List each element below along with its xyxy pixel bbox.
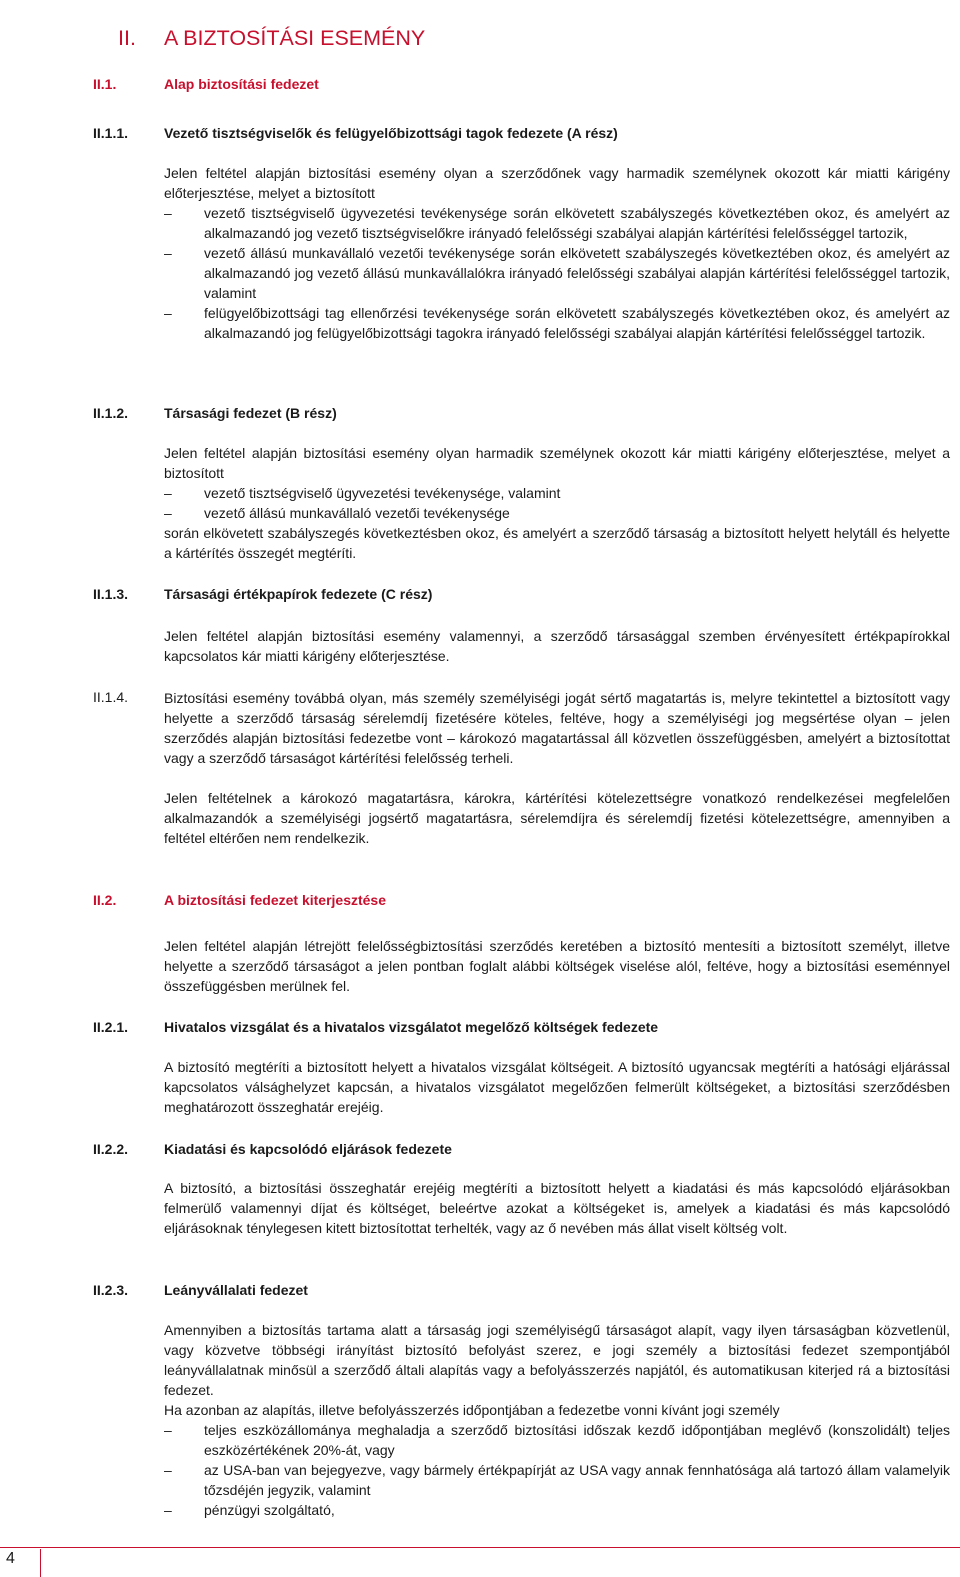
section-number: II.2. [93, 892, 117, 908]
list-item: – teljes eszközállománya meghaladja a szerződő biztosítási időszak kezdő időpontjában meglévő (konszolidált) teljes eszközértékének 20%-át, vagy [164, 1420, 950, 1460]
section-number: II.1. [93, 76, 117, 92]
paragraph: Biztosítási esemény továbbá olyan, más személy személyiségi jogát sértő magatartás is, melyre tekintettel a biztosított vagy helyette a szerződő társaság sérelemdíj fizetésére köteles, feltéve, hogy a személyiségi jog megsértése olyan – jelen szerződés alapján biztosítási fedezetbe vont – károkozó magatartással áll közvetlen összefüggésben, amelyért a biztosítottat vagy a szerződő társaságot kártérítési felelősség terheli. [164, 690, 950, 766]
section-body [164, 688, 950, 848]
section-title: A biztosítási fedezet kiterjesztése [164, 892, 387, 908]
subsection-number: II.1.1. [93, 125, 129, 141]
paragraph: Jelen feltétel alapján biztosítási esemény olyan harmadik személynek okozott kár miatti kárigény előterjesztése, melyet a biztosított [164, 445, 950, 481]
chapter-title: A BIZTOSÍTÁSI ESEMÉNY [164, 26, 426, 50]
subsection-number: II.2.1. [93, 1019, 129, 1035]
section-body [164, 1178, 950, 1238]
section-title: Alap biztosítási fedezet [164, 76, 319, 92]
section-body [164, 163, 950, 343]
footer-divider [0, 1547, 960, 1548]
paragraph: Amennyiben a biztosítás tartama alatt a társaság jogi személyiségű társaságot alapít, vagy ilyen társaságban közvetlenül, vagy közvetve többségi irányítást biztosító befolyást szerez, e jogi személy a biztosítási fedezet szempontjából leányvállalatnak minősül a szerződő általi alapítás vagy a befolyásszerzés napjától, és automatikusan kiterjed rá a biztosítási fedezet. [164, 1322, 950, 1398]
paragraph: Jelen feltétel alapján biztosítási esemény olyan a szerződőnek vagy harmadik személynek okozott kár miatti kárigény előterjesztése, melyet a biztosított [164, 165, 950, 201]
subsection-title: Hivatalos vizsgálat és a hivatalos vizsgálatot megelőző költségek fedezete [164, 1019, 659, 1035]
list-item: – vezető tisztségviselő ügyvezetési tevékenysége, valamint [164, 483, 950, 503]
section-body [164, 626, 950, 666]
section-body [164, 1057, 950, 1117]
list-item: – vezető állású munkavállaló vezetői tevékenysége során elkövetett szabályszegés következtében okoz, és amelyért az alkalmazandó jog vezető állású munkavállalókra irányadó felelősségi szabályai alapján kártérítési felelősséggel tartozik, valamint [164, 243, 950, 303]
subsection-number: II.1.3. [93, 586, 129, 602]
paragraph: Ha azonban az alapítás, illetve befolyásszerzés időpontjában a fedezetbe vonni kívánt jogi személy [164, 1402, 780, 1418]
paragraph: A biztosító megtéríti a biztosított helyett a hivatalos vizsgálat költségeit. A biztosító ugyancsak megtéríti a hatósági eljárással kapcsolatos válsághelyzet kapcsán, a hivatalos vizsgálatot megelőzően felmerült költségeket, a biztosítási szerződésben meghatározott összeghatár erejéig. [164, 1059, 950, 1115]
subsection-number: II.1.4. [93, 689, 129, 705]
list-item: – felügyelőbizottsági tag ellenőrzési tevékenysége során elkövetett szabályszegés következtében okoz, és amelyért az alkalmazandó jog felügyelőbizottsági tagokra irányadó felelősségi szabályai alapján kártérítési felelősséggel tartozik. [164, 303, 950, 343]
section-body [164, 936, 950, 996]
list-item: – vezető tisztségviselő ügyvezetési tevékenysége során elkövetett szabályszegés következtében okoz, és amelyért az alkalmazandó jog vezető tisztségviselőkre irányadó felelősségi szabályai alapján kártérítési felelősséggel tartozik, [164, 203, 950, 243]
page-number: 4 [6, 1550, 15, 1567]
list-item: – vezető állású munkavállaló vezetői tevékenysége [164, 503, 950, 523]
paragraph: Jelen feltétel alapján létrejött felelősségbiztosítási szerződés keretében a biztosító mentesíti a biztosított személyt, illetve helyette a szerződő társaságot a jelen pontban foglalt alábbi költségek viselése alól, feltéve, hogy a biztosítási eseménnyel összefüggésben merülnek fel. [164, 938, 950, 994]
subsection-title: Társasági értékpapírok fedezete (C rész) [164, 586, 433, 602]
section-body [164, 443, 950, 563]
subsection-title: Kiadatási és kapcsolódó eljárások fedezete [164, 1141, 452, 1157]
subsection-number: II.1.2. [93, 405, 129, 421]
paragraph: Jelen feltétel alapján biztosítási esemény valamennyi, a szerződő társasággal szemben érvényesített értékpapírokkal kapcsolatos kár miatti kárigény előterjesztése. [164, 628, 950, 664]
paragraph: A biztosító, a biztosítási összeghatár erejéig megtéríti a biztosított helyett a kiadatási és más kapcsolódó eljárásokban felmerülő valamennyi díjat és költséget, beleértve azokat a költségeket is, amelyek a kiadatási és más kapcsolódó eljárásoknak ténylegesen kitett biztosítottat terhelték, vagy az ő nevében más állat viselt költség volt. [164, 1180, 950, 1236]
subsection-title: Társasági fedezet (B rész) [164, 405, 337, 421]
subsection-number: II.2.2. [93, 1141, 129, 1157]
list-item: – az USA-ban van bejegyezve, vagy bármely értékpapírját az USA vagy annak fennhatósága alá tartozó állam valamelyik tőzsdéjén jegyzik, valamint [164, 1460, 950, 1500]
section-body [164, 1320, 950, 1520]
subsection-number: II.2.3. [93, 1282, 129, 1298]
list-item: – pénzügyi szolgáltató, [164, 1500, 950, 1520]
footer-page-divider [40, 1549, 41, 1577]
paragraph: Jelen feltételnek a károkozó magatartásra, károkra, kártérítési kötelezettségre vonatkozó rendelkezései megfelelően alkalmazandók a személyiségi jogsértő magatartásra, sérelemdíjra és sérelemdíj fizetési kötelezettségre, amennyiben a feltétel eltérően nem rendelkezik. [164, 790, 950, 846]
chapter-number: II. [118, 26, 136, 50]
subsection-title: Leányvállalati fedezet [164, 1282, 308, 1298]
subsection-title: Vezető tisztségviselők és felügyelőbizottsági tagok fedezete (A rész) [164, 125, 618, 141]
paragraph: során elkövetett szabályszegés következtésben okoz, és amelyért a szerződő társaság a biztosított helyett helytáll és helyette a kártérítés összegét megtéríti. [164, 525, 950, 561]
